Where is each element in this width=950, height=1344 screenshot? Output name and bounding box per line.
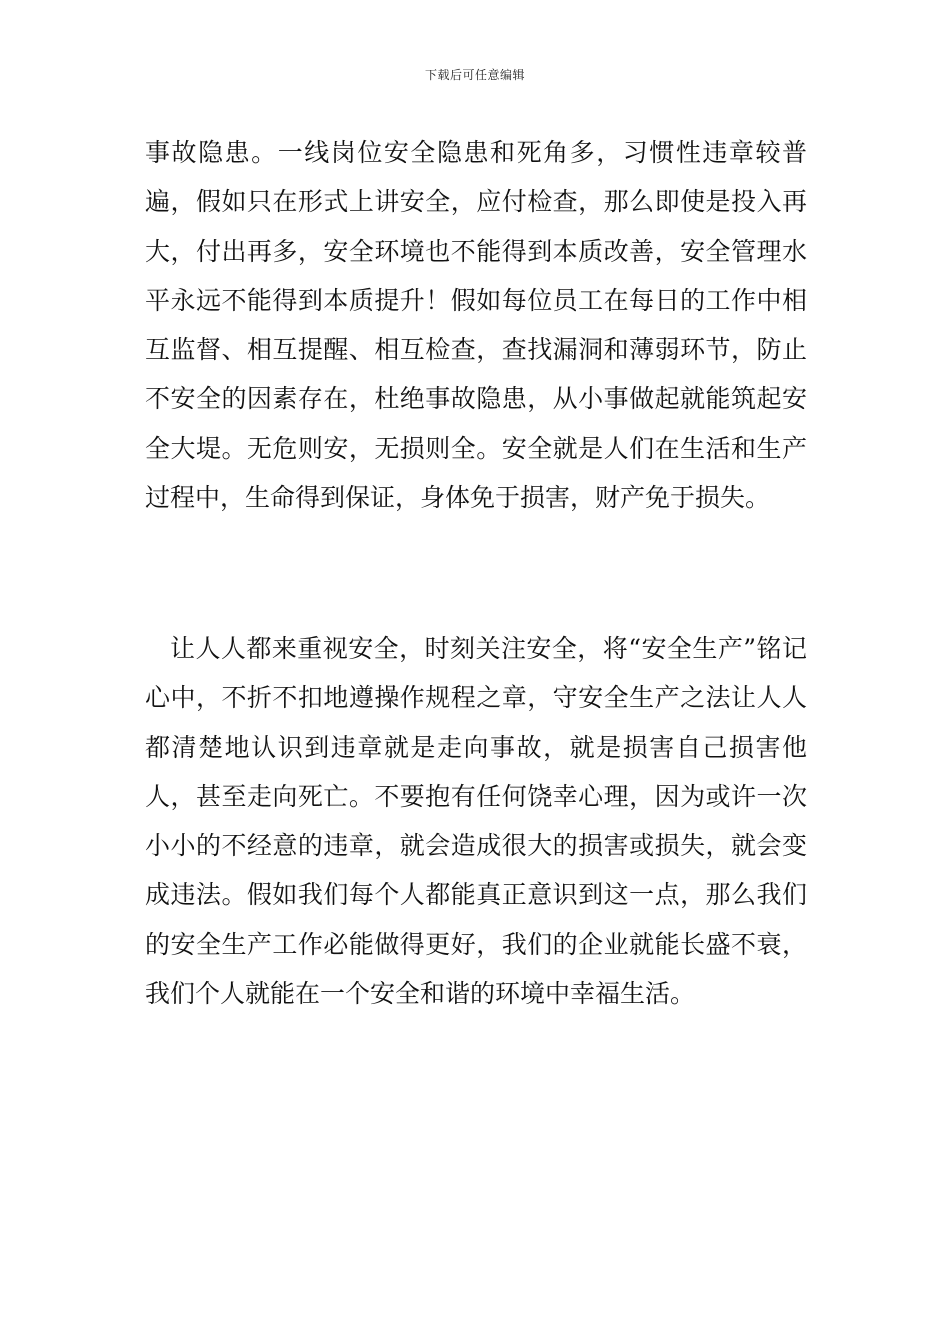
header-note: 下载后可任意编辑 — [424, 68, 525, 82]
paragraph-2: 让人人都来重视安全，时刻关注安全，将“安全生产”铭记心中，不折不扣地遵操作规程之章，守安全生产之法让人人都清楚地认识到违章就是走向事故，就是损害自己损害他人，甚至走向死亡。不要抱有任何饶幸心理，因为或许一次小小的不经意的违章，就会造成很大的损害或损失，就会变成违法。假如我们每个人都能真正意识到这一点，那么我们的安全生产工作必能做得更好，我们的企业就能长盛不衰，我们个人就能在一个安全和谐的环境中幸福生活。 — [145, 634, 807, 1009]
paragraph-1: 事故隐患。一线岗位安全隐患和死角多，习惯性违章较普遍，假如只在形式上讲安全，应付检查，那么即使是投入再大，付出再多，安全环境也不能得到本质改善，安全管理水平永远不能得到本质提升！假如每位员工在每日的工作中相互监督、相互提醒、相互检查，查找漏洞和薄弱环节，防止不安全的因素存在，杜绝事故隐患，从小事做起就能筑起安全大堤。无危则安，无损则全。安全就是人们在生活和生产过程中，生命得到保证，身体免于损害，财产免于损失。 — [145, 138, 807, 513]
